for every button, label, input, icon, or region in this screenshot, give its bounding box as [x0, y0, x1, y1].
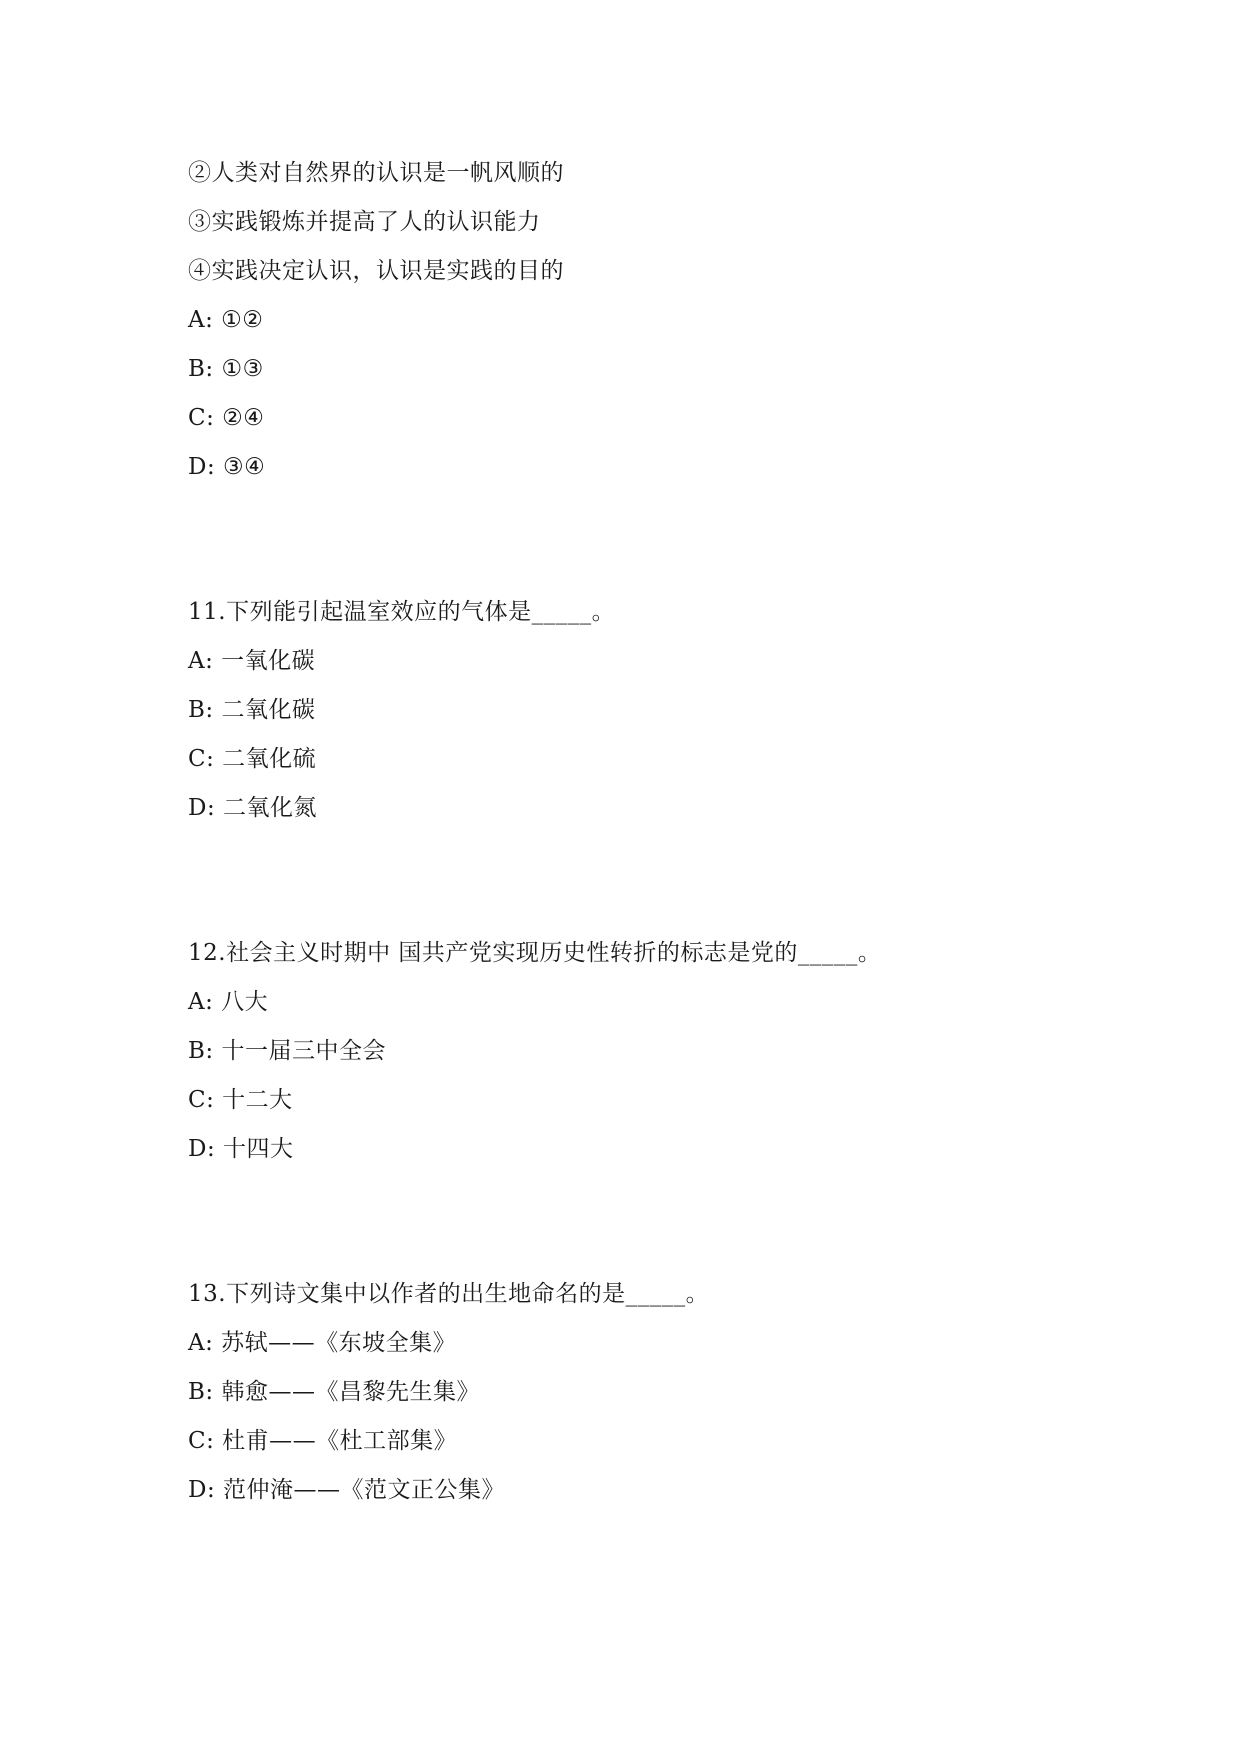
q10-option-c: C: ②④ [188, 405, 265, 431]
q11-option-a: A: 一氧化碳 [188, 648, 316, 674]
q11-stem: 11.下列能引起温室效应的气体是_____。 [188, 599, 616, 625]
q12-option-b: B: 十一届三中全会 [188, 1038, 386, 1064]
q11-option-c: C: 二氧化硫 [188, 746, 317, 772]
q12-option-c: C: 十二大 [188, 1087, 293, 1113]
q12-option-d: D: 十四大 [188, 1136, 294, 1162]
q13-option-a: A: 苏轼——《东坡全集》 [188, 1330, 457, 1356]
q13-option-b: B: 韩愈——《昌黎先生集》 [188, 1379, 480, 1405]
statement-2: ②人类对自然界的认识是一帆风顺的 [188, 160, 564, 186]
q12-option-a: A: 八大 [188, 989, 269, 1015]
q13-option-c: C: 杜甫——《杜工部集》 [188, 1428, 458, 1454]
q11-option-b: B: 二氧化碳 [188, 697, 316, 723]
q10-option-d: D: ③④ [188, 454, 266, 480]
q13-option-d: D: 范仲淹——《范文正公集》 [188, 1477, 506, 1503]
statement-4: ④实践决定认识，认识是实践的目的 [188, 258, 564, 284]
q10-option-a: A: ①② [188, 307, 264, 333]
q12-stem: 12.社会主义时期中 国共产党实现历史性转折的标志是党的_____。 [188, 940, 882, 966]
q13-stem: 13.下列诗文集中以作者的出生地命名的是_____。 [188, 1281, 710, 1307]
q10-option-b: B: ①③ [188, 356, 264, 382]
statement-3: ③实践锻炼并提高了人的认识能力 [188, 209, 541, 235]
q11-option-d: D: 二氧化氮 [188, 795, 318, 821]
